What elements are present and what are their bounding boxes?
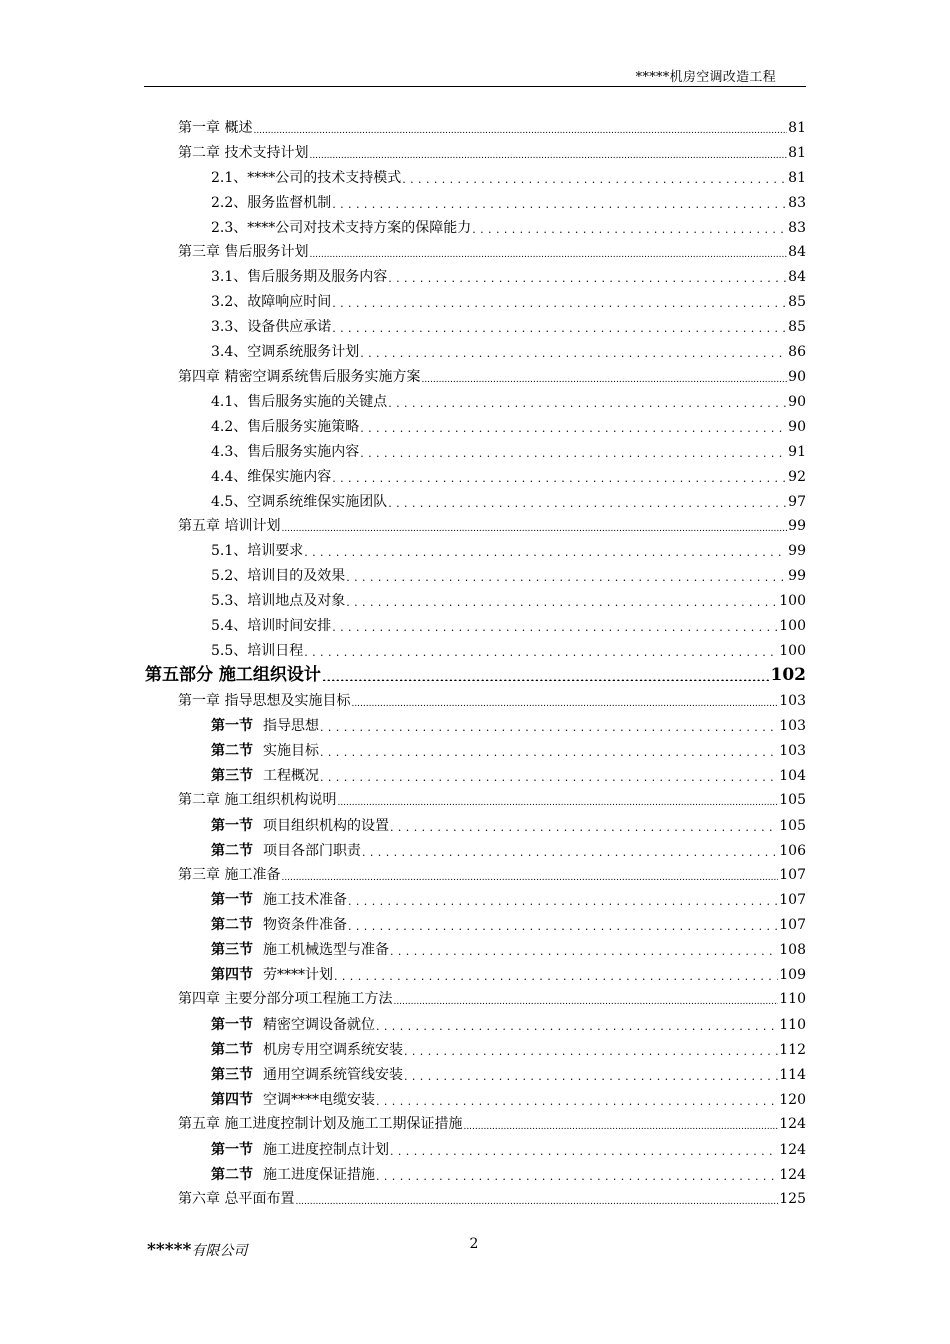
- toc-leader: [304, 543, 787, 557]
- toc-entry-page: 114: [779, 1067, 806, 1083]
- page-number: 2: [469, 1236, 479, 1252]
- toc-entry-page: 83: [788, 195, 806, 211]
- toc-leader: [332, 195, 787, 209]
- toc-entry[interactable]: [211, 194, 806, 212]
- toc-leader: [281, 518, 787, 532]
- toc-entry-label: 第三章 售后服务计划: [178, 244, 309, 260]
- toc-entry-label: 第四章 主要分部分项工程施工方法: [178, 991, 393, 1007]
- header-rule: [144, 86, 806, 87]
- toc-entry-label: 2.2、服务监督机制: [211, 195, 332, 211]
- toc-section-number: 第一节: [211, 892, 253, 908]
- toc-entry-page: 99: [788, 518, 806, 534]
- toc-entry[interactable]: [178, 144, 806, 162]
- toc-entry[interactable]: [211, 592, 806, 610]
- toc-entry-label: 5.2、培训目的及效果: [211, 568, 346, 584]
- toc-entry-label: 第三章 施工准备: [178, 867, 281, 883]
- toc-section-number: 第三节: [211, 942, 253, 958]
- toc-entry-page: 112: [779, 1042, 806, 1058]
- toc-entry[interactable]: [178, 243, 806, 261]
- toc-entry-page: 100: [779, 618, 806, 634]
- toc-entry-page: 97: [788, 494, 806, 510]
- toc-entry-page: 105: [779, 818, 806, 834]
- toc-entry-label: 5.1、培训要求: [211, 543, 304, 559]
- toc-entry[interactable]: [211, 443, 806, 461]
- toc-entry-page: 81: [788, 145, 806, 161]
- toc-entry-page: 81: [788, 170, 806, 186]
- toc-entry-page: 84: [788, 244, 806, 260]
- toc-section-number: 第三节: [211, 768, 253, 784]
- toc-entry-page: 90: [788, 394, 806, 410]
- toc-entry-label: 5.5、培训日程: [211, 643, 304, 659]
- toc-entry[interactable]: [178, 368, 806, 386]
- toc-leader: [360, 419, 787, 433]
- toc-entry-label: 3.4、空调系统服务计划: [211, 344, 360, 360]
- toc-leader: [388, 494, 787, 508]
- toc-leader: [309, 244, 787, 258]
- toc-entry-page: 107: [779, 867, 806, 883]
- toc-entry-label: 5.4、培训时间安排: [211, 618, 332, 634]
- toc-leader: [332, 294, 787, 308]
- toc-entry[interactable]: [178, 791, 806, 809]
- toc-leader: [362, 843, 778, 857]
- toc-entry[interactable]: [211, 1016, 806, 1034]
- toc-entry-page: 109: [779, 967, 806, 983]
- toc-entry-label: 物资条件准备: [263, 917, 347, 933]
- toc-leader: [376, 1167, 778, 1181]
- toc-entry[interactable]: [178, 119, 806, 137]
- toc-entry-page: 124: [779, 1142, 806, 1158]
- toc-entry[interactable]: [211, 567, 806, 585]
- toc-entry[interactable]: [211, 916, 806, 934]
- toc-leader: [320, 718, 778, 732]
- toc-entry-label: 第四章 精密空调系统售后服务实施方案: [178, 369, 421, 385]
- toc-entry-page: 104: [779, 768, 806, 784]
- toc-entry-page: 84: [788, 269, 806, 285]
- toc-section-number: 第二节: [211, 1042, 253, 1058]
- toc-entry[interactable]: [178, 692, 806, 710]
- toc-leader: [390, 818, 778, 832]
- company-stars: *****: [147, 1240, 192, 1260]
- toc-entry-page: 85: [788, 294, 806, 310]
- toc-leader: [281, 867, 778, 881]
- toc-entry[interactable]: [211, 293, 806, 311]
- toc-entry[interactable]: [211, 891, 806, 909]
- toc-entry-label: 3.1、售后服务期及服务内容: [211, 269, 388, 285]
- toc-entry[interactable]: [211, 941, 806, 959]
- toc-entry-page: 107: [779, 917, 806, 933]
- toc-entry-label: 4.1、售后服务实施的关键点: [211, 394, 388, 410]
- toc-entry[interactable]: [178, 1115, 806, 1133]
- toc-leader: [404, 1042, 778, 1056]
- toc-entry[interactable]: [178, 990, 806, 1008]
- toc-entry-label: 精密空调设备就位: [263, 1017, 375, 1033]
- toc-entry[interactable]: [211, 966, 806, 984]
- toc-entry-label: 施工机械选型与准备: [263, 942, 389, 958]
- toc-entry-page: 106: [779, 843, 806, 859]
- toc-leader: [376, 1017, 778, 1031]
- toc-leader: [332, 469, 787, 483]
- toc-entry-page: 81: [788, 120, 806, 136]
- footer-company: [147, 1240, 247, 1260]
- toc-entry-label: 机房专用空调系统安装: [263, 1042, 403, 1058]
- toc-entry[interactable]: [211, 1091, 806, 1109]
- toc-entry-label: 劳****计划: [263, 967, 333, 983]
- toc-entry-page: 103: [779, 693, 806, 709]
- toc-entry-label: 3.2、故障响应时间: [211, 294, 332, 310]
- toc-section-number: 第二节: [211, 843, 253, 859]
- toc-entry-label: 4.3、售后服务实施内容: [211, 444, 360, 460]
- toc-entry-label: 第一章 概述: [178, 120, 253, 136]
- toc-entry-page: 124: [779, 1116, 806, 1132]
- toc-leader: [360, 344, 787, 358]
- toc-leader: [390, 1142, 778, 1156]
- toc-leader: [376, 1092, 778, 1106]
- toc-entry-label: 项目组织机构的设置: [263, 818, 389, 834]
- toc-leader: [348, 892, 778, 906]
- toc-entry-page: 90: [788, 419, 806, 435]
- toc-entry[interactable]: [211, 1141, 806, 1159]
- toc-leader: [320, 768, 778, 782]
- toc-section-number: 第一节: [211, 1142, 253, 1158]
- toc-leader: [304, 643, 778, 657]
- toc-leader: [472, 220, 787, 234]
- toc-entry[interactable]: [211, 767, 806, 785]
- toc-entry[interactable]: [211, 493, 806, 511]
- toc-section-number: 第一节: [211, 818, 253, 834]
- toc-entry-page: 124: [779, 1167, 806, 1183]
- toc-entry[interactable]: [211, 418, 806, 436]
- toc-leader: [332, 319, 787, 333]
- toc-entry-label: 第二章 施工组织机构说明: [178, 792, 337, 808]
- toc-leader: [404, 1067, 778, 1081]
- toc-entry-page: 85: [788, 319, 806, 335]
- toc-entry-label: 2.1、****公司的技术支持模式: [211, 170, 402, 186]
- toc-leader: [351, 693, 778, 707]
- toc-entry-page: 99: [788, 568, 806, 584]
- toc-entry-page: 120: [779, 1092, 806, 1108]
- toc-entry-label: 4.4、维保实施内容: [211, 469, 332, 485]
- toc-entry-label: 4.2、售后服务实施策略: [211, 419, 360, 435]
- toc-leader: [393, 991, 778, 1005]
- toc-entry-page: 108: [779, 942, 806, 958]
- toc-entry[interactable]: [211, 617, 806, 635]
- toc-entry-label: 第五章 培训计划: [178, 518, 281, 534]
- toc-leader: [295, 1191, 778, 1205]
- toc-leader: [346, 568, 787, 582]
- toc-section-number: 第二节: [211, 1167, 253, 1183]
- toc-entry[interactable]: [211, 817, 806, 835]
- toc-leader: [337, 792, 778, 806]
- toc-entry-page: 86: [788, 344, 806, 360]
- header-title: *****机房空调改造工程: [635, 70, 776, 85]
- toc-entry-page: 105: [779, 792, 806, 808]
- toc-section-number: 第一节: [211, 1017, 253, 1033]
- toc-entry-label: 5.3、培训地点及对象: [211, 593, 346, 609]
- toc-entry[interactable]: [211, 318, 806, 336]
- toc-leader: [322, 667, 770, 681]
- toc-entry[interactable]: [211, 169, 806, 187]
- toc-leader: [463, 1116, 778, 1130]
- toc-leader: [348, 917, 778, 931]
- toc-leader: [309, 145, 787, 159]
- toc-entry[interactable]: [211, 219, 806, 237]
- toc-entry[interactable]: [211, 343, 806, 361]
- toc-leader: [360, 444, 787, 458]
- toc-entry[interactable]: [178, 866, 806, 884]
- toc-entry-page: 125: [779, 1191, 806, 1207]
- toc-entry[interactable]: [211, 393, 806, 411]
- toc-entry-label: 施工技术准备: [263, 892, 347, 908]
- toc-entry[interactable]: [211, 642, 806, 660]
- toc-entry[interactable]: [178, 1190, 806, 1208]
- toc-entry-page: 110: [779, 991, 806, 1007]
- toc-leader: [332, 618, 778, 632]
- toc-entry-page: 100: [779, 593, 806, 609]
- toc-entry-label: 第六章 总平面布置: [178, 1191, 295, 1207]
- toc-entry-label: 指导思想: [263, 718, 319, 734]
- toc-entry[interactable]: [211, 542, 806, 560]
- toc-entry-page: 102: [770, 665, 806, 685]
- toc-entry-page: 99: [788, 543, 806, 559]
- toc-entry-page: 90: [788, 369, 806, 385]
- toc-leader: [346, 593, 778, 607]
- toc-entry[interactable]: [211, 268, 806, 286]
- toc-entry-page: 103: [779, 743, 806, 759]
- toc-leader: [320, 743, 778, 757]
- toc-leader: [402, 170, 787, 184]
- toc-entry-label: 空调****电缆安装: [263, 1092, 375, 1108]
- toc-entry-label: 第一章 指导思想及实施目标: [178, 693, 351, 709]
- toc-entry-label: 2.3、****公司对技术支持方案的保障能力: [211, 220, 472, 236]
- company-suffix: 有限公司: [191, 1243, 248, 1259]
- toc-entry[interactable]: [211, 742, 806, 760]
- toc-leader: [388, 394, 787, 408]
- toc-entry[interactable]: [211, 717, 806, 735]
- toc-leader: [388, 269, 787, 283]
- toc-entry-page: 100: [779, 643, 806, 659]
- toc-entry-label: 工程概况: [263, 768, 319, 784]
- toc-entry-label: 施工进度保证措施: [263, 1167, 375, 1183]
- toc-entry-label: 4.5、空调系统维保实施团队: [211, 494, 388, 510]
- toc-section-number: 第二节: [211, 917, 253, 933]
- toc-entry[interactable]: [211, 842, 806, 860]
- toc-leader: [421, 369, 787, 383]
- toc-entry-page: 83: [788, 220, 806, 236]
- toc-entry-label: 第五章 施工进度控制计划及施工工期保证措施: [178, 1116, 463, 1132]
- toc-section-number: 第一节: [211, 718, 253, 734]
- toc-section-number: 第三节: [211, 1067, 253, 1083]
- toc-entry-label: 第二章 技术支持计划: [178, 145, 309, 161]
- toc-entry-label: 第五部分 施工组织设计: [145, 665, 321, 685]
- toc-entry-label: 实施目标: [263, 743, 319, 759]
- toc-entry[interactable]: [178, 517, 806, 535]
- toc-entry-label: 通用空调系统管线安装: [263, 1067, 403, 1083]
- toc-entry-page: 107: [779, 892, 806, 908]
- toc-entry-page: 110: [779, 1017, 806, 1033]
- toc-leader: [390, 942, 778, 956]
- toc-leader: [334, 967, 778, 981]
- toc-entry-label: 项目各部门职责: [263, 843, 361, 859]
- toc-section-number: 第四节: [211, 967, 253, 983]
- toc-entry-page: 103: [779, 718, 806, 734]
- toc-entry[interactable]: [211, 1166, 806, 1184]
- toc-section-number: 第二节: [211, 743, 253, 759]
- toc-entry-page: 92: [788, 469, 806, 485]
- toc-entry-label: 3.3、设备供应承诺: [211, 319, 332, 335]
- toc-entry[interactable]: [211, 1066, 806, 1084]
- toc-entry-label: 施工进度控制点计划: [263, 1142, 389, 1158]
- toc-entry[interactable]: [211, 1041, 806, 1059]
- toc-entry[interactable]: [211, 468, 806, 486]
- toc-section-number: 第四节: [211, 1092, 253, 1108]
- toc-leader: [253, 120, 787, 134]
- toc-entry-page: 91: [788, 444, 806, 460]
- toc-part-heading[interactable]: [145, 665, 806, 685]
